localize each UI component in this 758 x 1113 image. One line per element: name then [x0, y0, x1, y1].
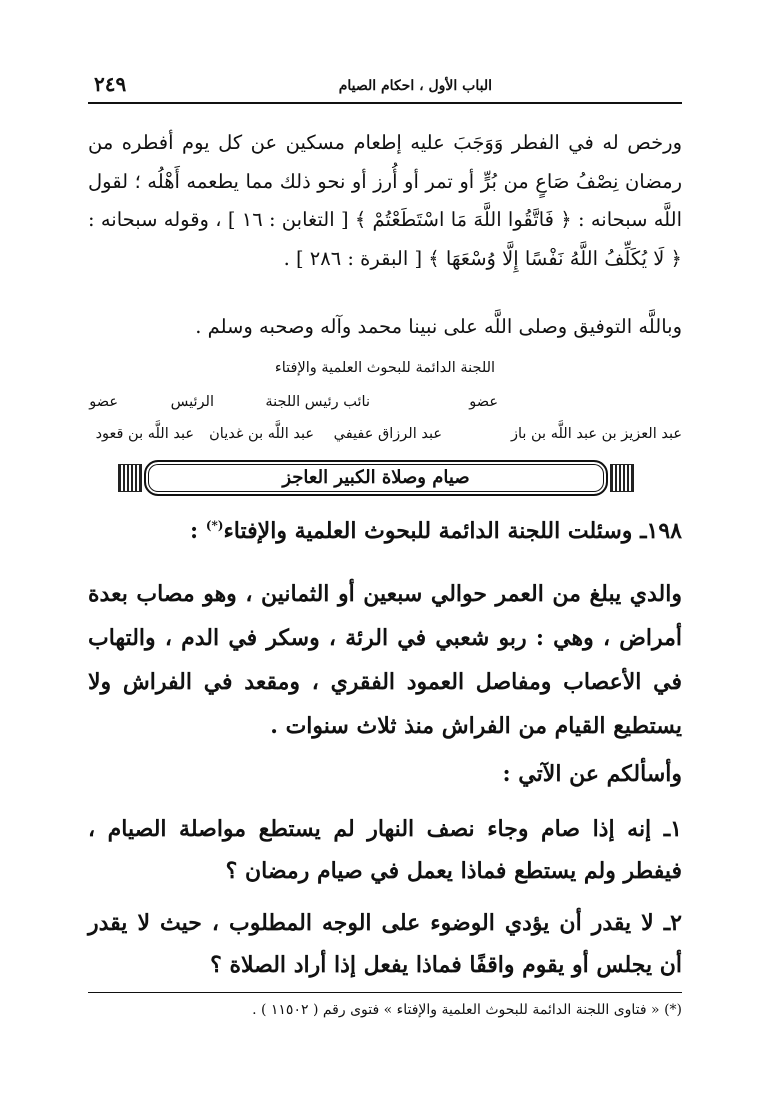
footnote-marker: (*) [205, 518, 224, 533]
footnote: (*) « فتاوى اللجنة الدائمة للبحوث العلمية والإفتاء » فتوى رقم ( ١١٥٠٢ ) . [252, 1002, 682, 1018]
page-number: ٢٤٩ [94, 72, 127, 96]
question-item-1: ١ـ إنه إذا صام وجاء نصف النهار لم يستطع مواصلة الصيام ، فيفطر ولم يستطع فماذا يعمل في صيام رمضان ؟ [88, 816, 682, 884]
question-ask: وأسألكم عن الآتي : [502, 761, 682, 787]
section-title: صيام وصلاة الكبير العاجز [144, 460, 608, 496]
question-heading-colon: : [190, 518, 206, 544]
closing-invocation: وباللَّه التوفيق وصلى اللَّه على نبينا محمد وآله وصحبه وسلم . [195, 315, 682, 338]
footnote-divider [88, 992, 682, 993]
title-member-1: عضو [469, 394, 498, 410]
signatory-names [88, 426, 682, 448]
previous-fatwa-text: ورخص له في الفطر وَوَجَبَ عليه إطعام مسكين عن كل يوم أفطره من رمضان نِصْفُ صَاعٍ من بُرٍّ أو تمر أو أُرز أو نحو ذلك مما يطعمه أَهْلُه ؛ لقول اللَّه سبحانه : ﴿ فَاتَّقُوا اللَّهَ مَا اسْتَطَعْتُمْ ﴾ [ التغابن : ١٦ ] ، وقوله سبحانه : ﴿ لَا يُكَلِّفُ اللَّهُ نَفْسًا إِلَّا وُسْعَهَا ﴾ [ البقرة : ٢٨٦ ] . [88, 131, 682, 270]
page-header [88, 72, 682, 104]
banner-ornament-left [118, 464, 142, 492]
name-qaud: عبد اللَّه بن قعود [95, 426, 194, 442]
question-heading [88, 518, 682, 544]
question-heading-text: ١٩٨ـ وسئلت اللجنة الدائمة للبحوث العلمية والإفتاء [223, 518, 682, 544]
title-president: الرئيس [170, 394, 214, 410]
signatory-titles [88, 394, 682, 416]
title-member-2: عضو [89, 394, 118, 410]
name-afifi: عبد الرزاق عفيفي [333, 426, 442, 442]
banner-ornament-right [610, 464, 634, 492]
running-title: الباب الأول ، احكام الصيام [338, 78, 492, 94]
name-bin-baz: عبد العزيز بن عبد اللَّه بن باز [510, 426, 682, 442]
question-item-2: ٢ـ لا يقدر أن يؤدي الوضوء على الوجه المطلوب ، حيث لا يقدر أن يجلس أو يقوم واقفًا فماذا يفعل إذا أراد الصلاة ؟ [88, 910, 682, 978]
question-body: والدي يبلغ من العمر حوالي سبعين أو الثمانين ، وهو مصاب بعدة أمراض ، وهي : ربو شعبي في الرئة ، وسكر في الدم ، والتهاب في الأعصاب ومفاصل العمود الفقري ، ومقعد في الفراش ولا يستطيع القيام من الفراش منذ ثلاث سنوات . [88, 581, 682, 739]
section-title-banner [118, 460, 634, 494]
committee-name: اللجنة الدائمة للبحوث العلمية والإفتاء [274, 360, 496, 376]
title-vice-president: نائب رئيس اللجنة [265, 394, 370, 410]
name-ghudayan: عبد اللَّه بن غديان [209, 426, 314, 442]
